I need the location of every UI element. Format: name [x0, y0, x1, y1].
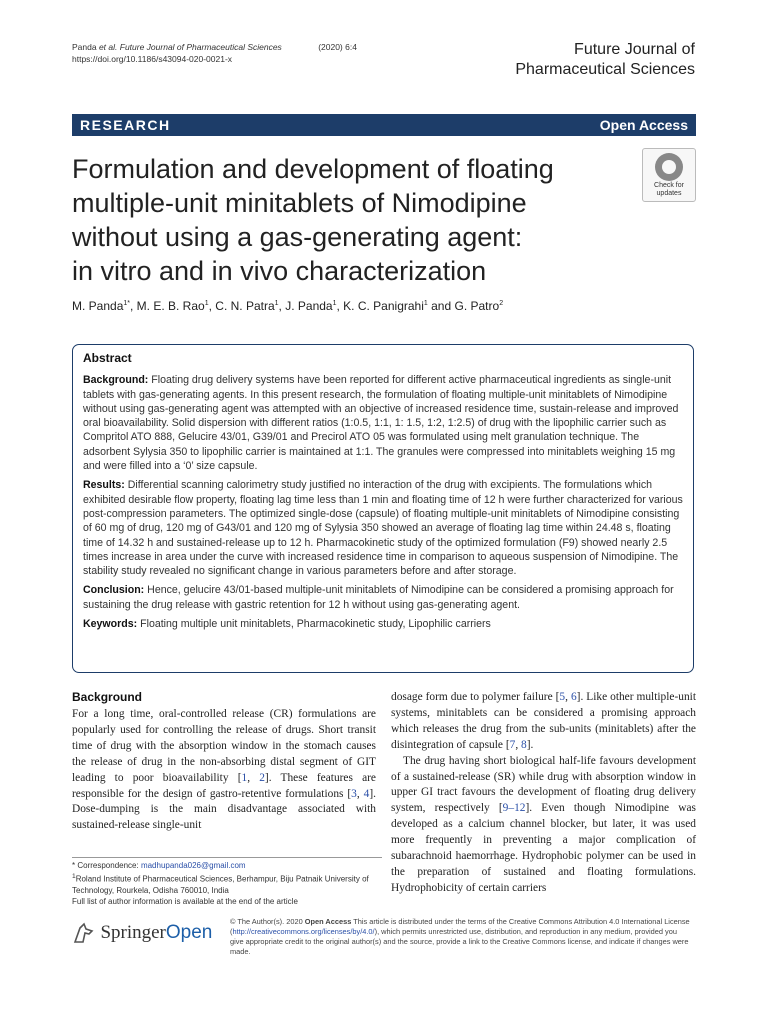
license-text: This article is distributed under the terms of the Creative Commons Attribution 4.0 International License (: [230, 917, 690, 936]
badge-line1: Check for: [654, 182, 684, 189]
affiliation-line: [72, 871, 382, 896]
body-right-column: [391, 690, 696, 897]
license-open-access: Open Access: [304, 917, 352, 926]
citation-etal: et al.: [98, 42, 118, 52]
citation-link[interactable]: 2: [259, 771, 265, 784]
title-line: Formulation and development of floating: [72, 154, 554, 184]
citation-line: [72, 41, 357, 53]
citation-year: (2020) 6:4: [318, 42, 357, 52]
citation-link[interactable]: 6: [570, 691, 577, 703]
license-prefix: © The Author(s). 2020: [230, 917, 305, 926]
springer-horse-icon: [72, 922, 96, 944]
body-paragraph: [391, 754, 696, 897]
body-text: ]. Like other multiple-unit systems, minitablets can be considered a promising approach which releases the drug from the sub-units (minitablets) after the disintegration of capsule [: [391, 691, 696, 751]
citation-link[interactable]: 1: [241, 771, 248, 784]
license-statement: [230, 917, 690, 957]
author-name[interactable]: C. N. Patra: [215, 299, 275, 313]
abstract-keywords: [83, 617, 683, 631]
citation-separator: ,: [247, 771, 260, 784]
author-info-note: Full list of author information is available at the end of the article: [72, 896, 298, 906]
author-list: [72, 299, 503, 313]
body-text: ].: [526, 738, 534, 751]
title-line: in vitro and in vivo characterization: [72, 256, 487, 286]
author-affiliation: 1: [332, 300, 337, 307]
author-name[interactable]: J. Panda: [285, 299, 333, 313]
title-line: without using a gas-generating agent:: [72, 222, 523, 252]
abstract-background-text: Floating drug delivery systems have been reported for different active pharmaceutical ingredients as single-unit tablets with gas-generating agents. In this present research, the formulation of floating multiple-unit minitablets of Nimodipine without using gas-generating agent was attempted with an objective of increased residence time, sustain-release and improved oral bioavailability. Solid dispersion with different ratios (1:0.5, 1:1, 1: 1.5, 1:2, 1:2.5) of drug with the lipophilic carrier such as Compritol ATO 888, Gelucire 43/01, G39/01 and Precirol ATO 05 was formulated using melt granulation technique. The adsorbent Sylysia 350 to lipophilic carrier is maintained at 1:1. The granules were compressed into minitablets weighing 15 mg and were filled into a ‘0’ size capsule.: [83, 374, 679, 473]
author-separator: ,: [208, 299, 216, 313]
section-heading-background: Background: [72, 690, 143, 704]
abstract-results-label: Results:: [83, 479, 125, 492]
citation-separator: ,: [565, 691, 571, 703]
author-affiliation: 1: [423, 300, 428, 307]
publisher-open: Open: [165, 922, 213, 943]
citation-authors: Panda: [72, 42, 99, 52]
body-text: ]. Dose-dumping is the main disadvantage associated with sustained-release single-unit: [72, 787, 376, 832]
body-text: dosage form due to polymer failure [: [391, 691, 560, 703]
body-text: ]. These features are responsible for the design of gastro-retentive formulations [: [72, 771, 376, 800]
correspondence-email-link[interactable]: madhupanda026@gmail.com: [140, 861, 246, 870]
abstract-keywords-label: Keywords:: [83, 618, 138, 631]
footnote: [72, 857, 382, 907]
check-for-updates-badge[interactable]: [642, 148, 696, 202]
doi-link[interactable]: https://doi.org/10.1186/s43094-020-0021-x: [72, 54, 233, 64]
journal-name: [515, 40, 695, 80]
citation-link[interactable]: 7: [509, 738, 516, 751]
author-separator: ,: [278, 299, 286, 313]
citation-separator: ,: [515, 738, 522, 751]
article-title: [72, 152, 612, 288]
abstract-results: [83, 478, 683, 578]
springer-open-logo: [72, 922, 212, 944]
citation-link[interactable]: 8: [521, 738, 527, 751]
body-paragraph: [391, 690, 696, 754]
article-type-banner: [72, 114, 696, 136]
author-separator: and: [427, 299, 455, 313]
author-name[interactable]: M. Panda: [72, 299, 124, 313]
correspondence-line: [72, 860, 382, 871]
badge-text: [643, 182, 695, 198]
body-paragraph: [72, 707, 376, 834]
citation-link[interactable]: 4: [363, 787, 370, 800]
abstract-results-text: Differential scanning calorimetry study justified no interaction of the drug with excipients. The formulations which exhibited desirable flow property, floating lag time less than 1 min and floating time of 12 h were further characterized for various post-compression parameters. The optimized single-dose (capsule) of floating multiple-unit minitablets of Nimodipine consisting of 60 mg of drug, 120 mg of G43/01 and 120 mg of Sylysia 350 showed an average of floating lag time within 24.48 s, floating time of 14.32 h and sustained-release up to 12 h. Pharmacokinetic study of the optimized formulation (F9) showed nearly 2.5 times increase in area under the curve with increased residence time in comparison to aqueous suspension of Nimodipine. The stability study revealed no significant change in various parameters before and after storage.: [83, 479, 683, 578]
author-name[interactable]: M. E. B. Rao: [136, 299, 205, 313]
author-affiliation: 1: [274, 300, 279, 307]
license-text: ), which permits unrestricted use, distribution, and reproduction in any medium, provided you give appropriate credit to the original author(s) and the source, provide a link to the Creative Commons license, and indicate if changes were made.: [230, 927, 689, 956]
abstract-keywords-text: Floating multiple unit minitablets, Pharmacokinetic study, Lipophilic carriers: [137, 618, 491, 631]
license-url-link[interactable]: http://creativecommons.org/licenses/by/4.0/: [232, 927, 375, 936]
abstract-box: [72, 344, 694, 673]
author-separator: ,: [336, 299, 344, 313]
author-name[interactable]: K. C. Panigrahi: [343, 299, 424, 313]
title-line: multiple-unit minitablets of Nimodipine: [72, 188, 527, 218]
author-affiliation: 1*: [123, 300, 130, 307]
author-affiliation: 2: [499, 300, 504, 307]
affiliation-text: Roland Institute of Pharmaceutical Sciences, Berhampur, Biju Patnaik University of Technology, Rourkela, Odisha 760010, India: [72, 874, 369, 895]
citation-link[interactable]: 3: [351, 787, 357, 800]
abstract-background: [83, 373, 683, 473]
abstract-background-label: Background:: [83, 374, 149, 387]
author-separator: ,: [130, 299, 137, 313]
body-left-column: [72, 707, 376, 834]
citation-link[interactable]: 5: [559, 691, 566, 703]
body-text: ]. Even though Nimodipine was developed as a calcium channel blocker, but later, it was used more frequently in preventing a major complication of subarachnoid haemorrhage. Hydrophobic polymer can be used in the preparation of sustained and floating formulations. Hydrophobicity of certain carriers: [391, 802, 696, 894]
author-name[interactable]: G. Patro: [454, 299, 500, 313]
abstract-conclusion: [83, 583, 683, 612]
journal-name-line1: Future Journal of: [574, 41, 695, 58]
body-text: The drug having short biological half-life favours development of a sustained-release (SR) while drug with absorption window in upper GI tract favours the development of floating drug delivery system, respectively [: [391, 754, 696, 815]
article-type-label: RESEARCH: [80, 117, 171, 133]
journal-name-line2: Pharmaceutical Sciences: [515, 61, 695, 78]
open-access-label: Open Access: [599, 117, 688, 133]
affiliation-number: 1: [72, 873, 76, 880]
citation-link[interactable]: 9–12: [502, 802, 526, 815]
abstract-conclusion-text: Hence, gelucire 43/01-based multiple-unit minitablets of Nimodipine can be considered a promising approach for sustaining the drug release with gastric retention for 12 h without using gas-generating agent.: [83, 584, 674, 611]
author-affiliation: 1: [204, 300, 209, 307]
abstract-conclusion-label: Conclusion:: [83, 584, 145, 597]
citation-separator: ,: [356, 787, 364, 800]
body-text: For a long time, oral-controlled release (CR) formulations are popularly used for controlling the release of drugs. Short transit time of drug with the absorption window in the stomach causes the release of drug in the non-absorbing distal segment of GIT leading to poor bioavailability [: [72, 708, 376, 784]
citation-journal: Future Journal of Pharmaceutical Sciences: [117, 42, 282, 52]
abstract-heading: Abstract: [83, 351, 132, 365]
bookmark-icon: [655, 153, 683, 181]
correspondence-label: * Correspondence:: [72, 861, 141, 870]
badge-line2: updates: [656, 190, 682, 197]
publisher-name: Springer: [100, 922, 166, 943]
